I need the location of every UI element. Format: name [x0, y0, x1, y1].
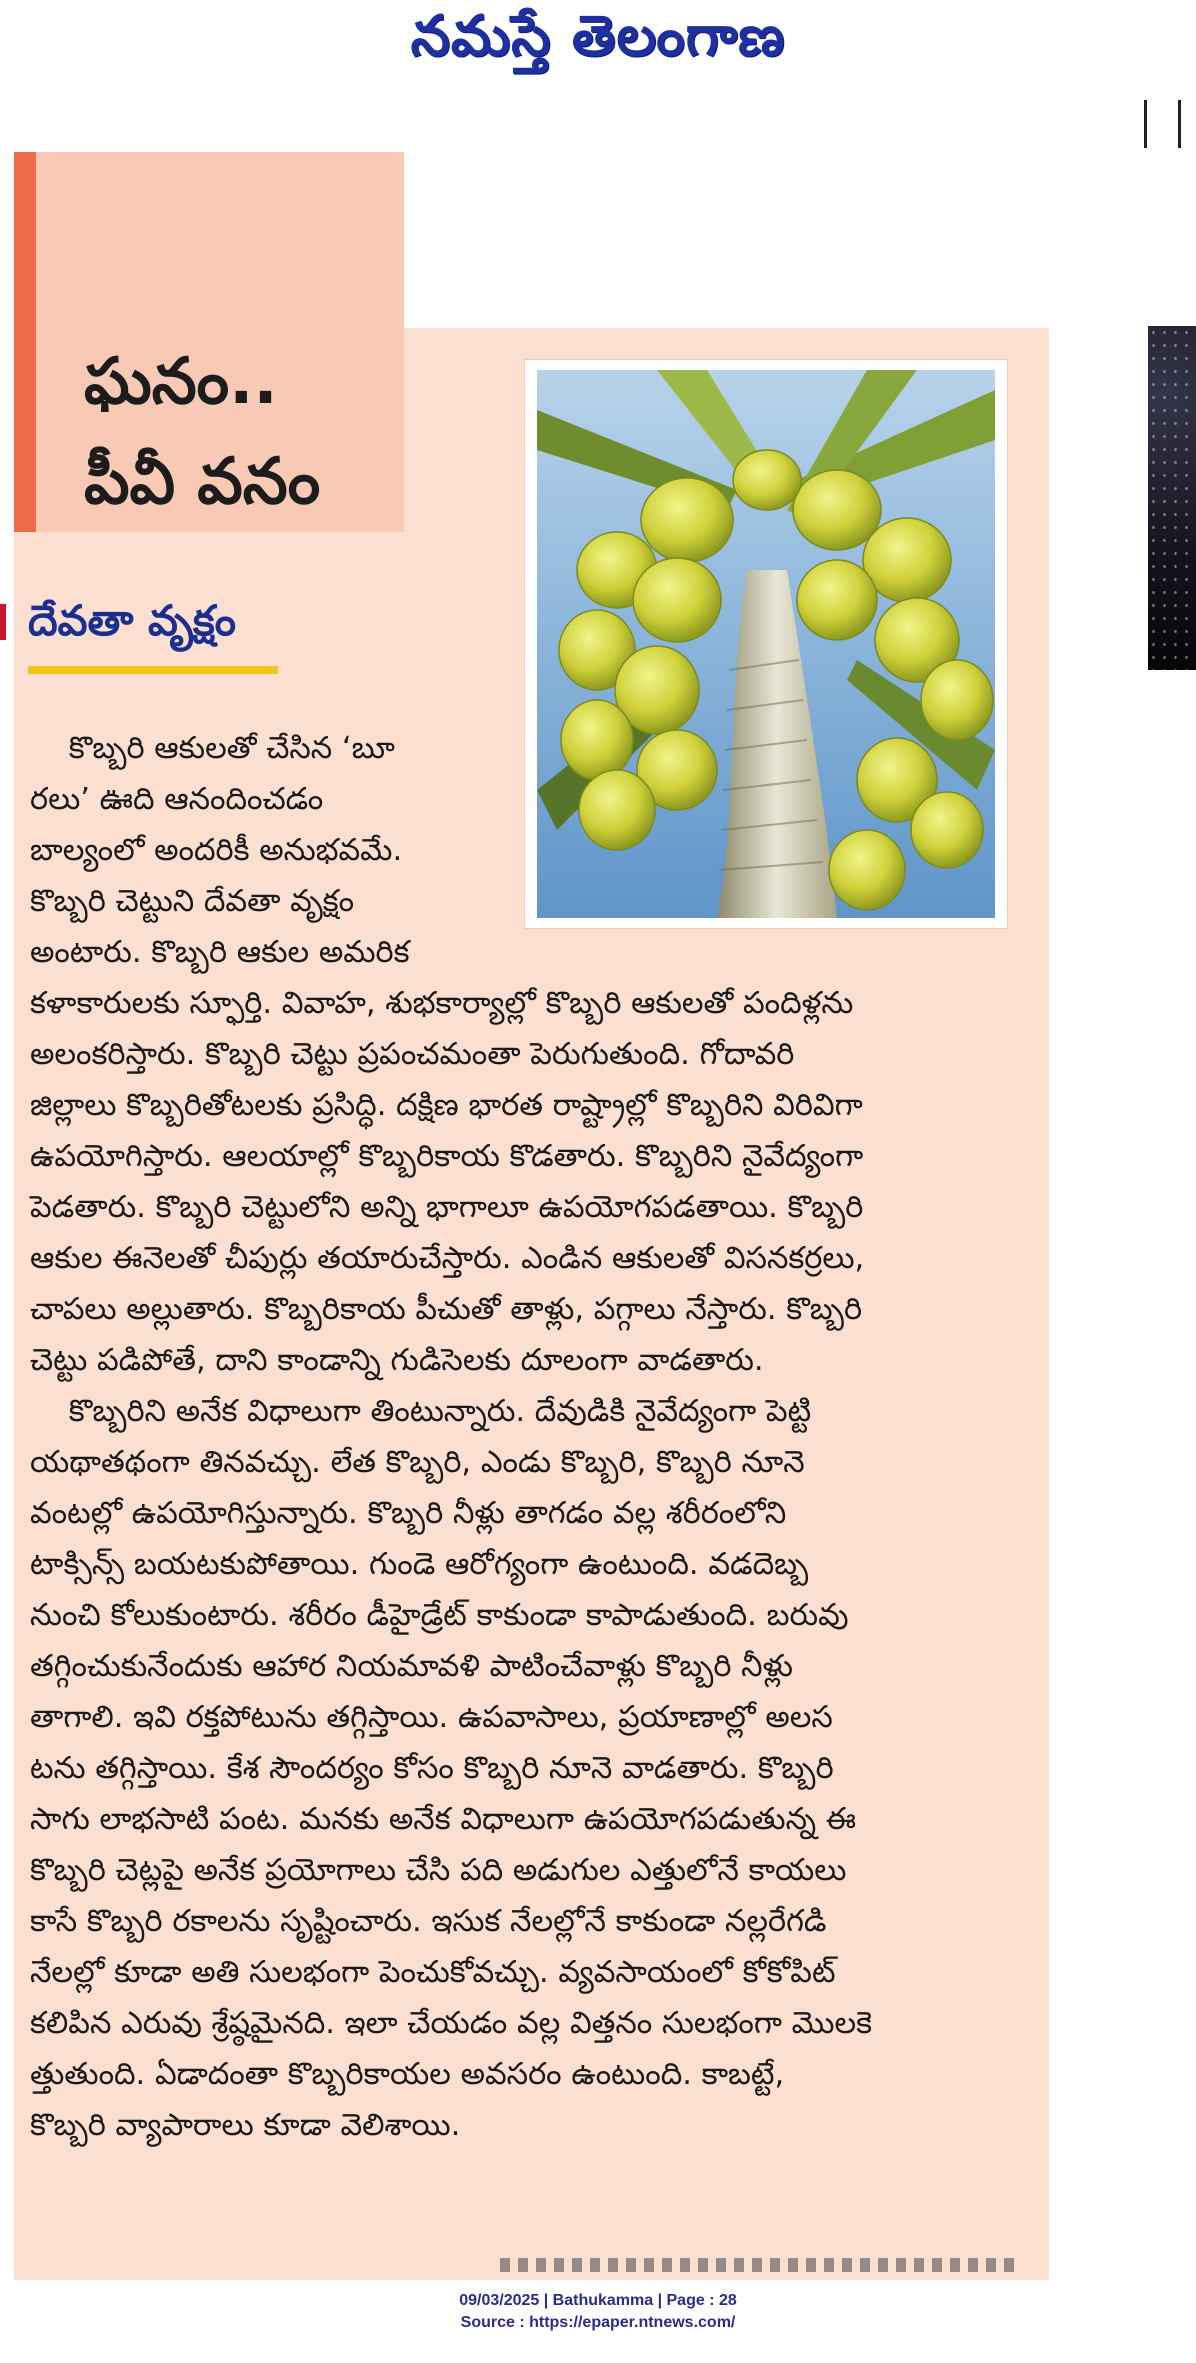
continued-text-fragment — [500, 2258, 1020, 2272]
body-line: కొబ్బరి వ్యాపారాలు కూడా వెలిశాయి. — [30, 2108, 461, 2143]
footer-date-line: 09/03/2025 | Bathukamma | Page : 28 — [459, 2292, 737, 2309]
body-line: టను తగ్గిస్తాయి. కేశ సౌందర్యం కోసం కొబ్బరి నూనె వాడతారు. కొబ్బరి — [30, 1751, 834, 1786]
subheading: దేవతా వృక్షం — [28, 596, 237, 645]
body-line: పెడతారు. కొబ్బరి చెట్టులోని అన్ని భాగాలూ ఉపయోగపడతాయి. కొబ్బరి — [30, 1190, 864, 1225]
body-line: తాగాలి. ఇవి రక్తపోటును తగ్గిస్తాయి. ఉపవాసాలు, ప్రయాణాల్లో అలస — [30, 1700, 833, 1735]
body-line: కొబ్బరి ఆకులతో చేసిన ‘బూ — [30, 731, 395, 766]
body-line: సాగు లాభసాటి పంట. మనకు అనేక విధాలుగా ఉపయోగపడుతున్న ఈ — [30, 1802, 857, 1837]
masthead-title: నమస్తే తెలంగాణ — [410, 4, 786, 69]
subheading-underline — [28, 666, 278, 674]
body-line: బాల్యంలో అందరికీ అనుభవమే. — [30, 833, 403, 868]
title-accent-bar — [14, 152, 36, 532]
article-title-line-1: ఘనం.. — [84, 345, 278, 419]
body-line: అంటారు. కొబ్బరి ఆకుల అమరిక — [30, 935, 410, 970]
body-line: నుంచి కోలుకుంటారు. శరీరం డీహైడ్రేట్ కాకుండా కాపాడుతుంది. బరువు — [30, 1598, 849, 1633]
body-line: చెట్టు పడిపోతే, దాని కాండాన్ని గుడిసెలకు దూలంగా వాడతారు. — [30, 1343, 764, 1378]
body-line: యథాతథంగా తినవచ్చు. లేత కొబ్బరి, ఎండు కొబ్బరి, కొబ్బరి నూనె — [30, 1445, 805, 1480]
body-line: తగ్గించుకునేందుకు ఆహార నియమావళి పాటించేవాళ్లు కొబ్బరి నీళ్లు — [30, 1649, 793, 1684]
body-line: అలంకరిస్తారు. కొబ్బరి చెట్టు ప్రపంచమంతా పెరుగుతుంది. గోదావరి — [30, 1037, 795, 1072]
body-line: చాపలు అల్లుతారు. కొబ్బరికాయ పీచుతో తాళ్లు, పగ్గాలు నేస్తారు. కొబ్బరి — [30, 1292, 863, 1327]
body-line: కొబ్బరి చెట్లపై అనేక ప్రయోగాలు చేసి పది అడుగుల ఎత్తులోనే కాయలు — [30, 1853, 847, 1888]
body-line: రలు’ ఊది ఆనందించడం — [30, 782, 324, 817]
body-line: కొబ్బరి చెట్టుని దేవతా వృక్షం — [30, 884, 355, 919]
body-line: నేలల్లో కూడా అతి సులభంగా పెంచుకోవచ్చు. వ్యవసాయంలో కోకోపిట్ — [30, 1955, 836, 1990]
footer-source-link[interactable]: Source : https://epaper.ntnews.com/ — [460, 2314, 736, 2331]
body-line: ఆకుల ఈనెలతో చీపుర్లు తయారుచేస్తారు. ఎండిన ఆకులతో విసనకర్రలు, — [30, 1241, 865, 1276]
body-line: కలిపిన ఎరువు శ్రేష్ఠమైనది. ఇలా చేయడం వల్ల విత్తనం సులభంగా మొలకె — [30, 2006, 873, 2041]
body-line: టాక్సిన్స్ బయటకుపోతాయి. గుండె ఆరోగ్యంగా ఉంటుంది. వడదెబ్బ — [30, 1547, 809, 1582]
masthead — [0, 0, 1196, 80]
coconut-tree-photo — [525, 360, 1007, 928]
body-line: కళాకారులకు స్ఫూర్తి. వివాహ, శుభకార్యాల్లో కొబ్బరి ఆకులతో పందిళ్లను — [30, 986, 854, 1021]
body-line: వంటల్లో ఉపయోగిస్తున్నారు. కొబ్బరి నీళ్లు తాగడం వల్ల శరీరంలోని — [30, 1496, 787, 1531]
body-line: కాసే కొబ్బరి రకాలను సృష్టించారు. ఇసుక నేలల్లోనే కాకుండా నల్లరేగడి — [30, 1904, 827, 1939]
body-line: కొబ్బరిని అనేక విధాలుగా తింటున్నారు. దేవుడికి నైవేద్యంగా పెట్టి — [30, 1394, 812, 1429]
adjacent-article-image — [1148, 326, 1196, 670]
article-title-line-2: పీవీ వనం — [84, 445, 321, 519]
body-line: త్తుతుంది. ఏడాదంతా కొబ్బరికాయల అవసరం ఉంటుంది. కాబట్టే, — [30, 2057, 785, 2092]
page-footer — [0, 2290, 1196, 2334]
body-line: జిల్లాలు కొబ్బరితోటలకు ప్రసిద్ధి. దక్షిణ భారత రాష్ట్రాల్లో కొబ్బరిని విరివిగా — [30, 1088, 863, 1123]
body-line: ఉపయోగిస్తారు. ఆలయాల్లో కొబ్బరికాయ కొడతారు. కొబ్బరిని నైవేద్యంగా — [30, 1139, 864, 1174]
adjacent-article-marks — [1144, 100, 1196, 160]
subheading-marker — [0, 604, 6, 640]
